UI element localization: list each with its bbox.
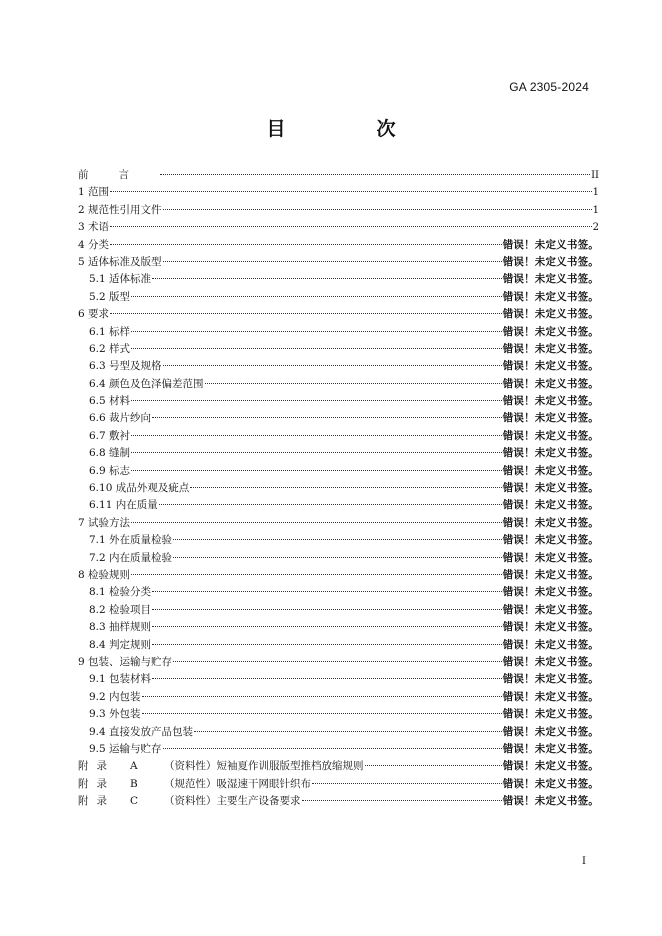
- toc-entry-label: 6.2 样式: [89, 342, 131, 355]
- toc-entry[interactable]: [78, 532, 599, 549]
- toc-entry[interactable]: [78, 358, 599, 375]
- appendix-prefix: 附录: [78, 795, 115, 808]
- toc-entry[interactable]: [78, 271, 599, 288]
- toc-entry[interactable]: [78, 410, 599, 427]
- dot-leader: [131, 470, 502, 471]
- toc-entry-label: 6.1 标样: [89, 325, 131, 338]
- toc-entry-page: 错误！未定义书签。: [502, 708, 599, 721]
- appendix-letter: C: [130, 795, 139, 808]
- dot-leader: [163, 261, 502, 262]
- toc-entry[interactable]: [78, 428, 599, 445]
- appendix-prefix: 附录: [78, 760, 115, 773]
- toc-entry[interactable]: [78, 219, 599, 236]
- toc-entry-page: 2: [592, 222, 599, 234]
- toc-entry[interactable]: [78, 758, 599, 775]
- toc-entry-page: 错误！未定义书签。: [502, 377, 599, 390]
- toc-entry-label: 8.1 检验分类: [89, 586, 152, 599]
- toc-entry[interactable]: [78, 167, 599, 184]
- toc-entry-label: 9.2 内包装: [89, 690, 141, 703]
- toc-entry-page: 错误！未定义书签。: [502, 568, 599, 581]
- toc-entry-page: 错误！未定义书签。: [502, 638, 599, 651]
- toc-entry-page: 错误！未定义书签。: [502, 603, 599, 616]
- dot-leader: [312, 783, 502, 784]
- dot-leader: [163, 748, 502, 749]
- toc-entry-label: 前言: [78, 169, 159, 181]
- toc-entry[interactable]: [78, 706, 599, 723]
- toc-entry-label: 7.1 外在质量检验: [89, 534, 173, 547]
- toc-entry[interactable]: [78, 689, 599, 706]
- toc-entry[interactable]: [78, 184, 599, 201]
- toc-entry-label: 5 适体标准及版型: [78, 255, 162, 268]
- dot-leader: [131, 331, 502, 332]
- toc-entry-label: 1 范围: [78, 186, 110, 199]
- dot-leader: [302, 800, 502, 801]
- toc-entry-page: 错误！未定义书签。: [502, 255, 599, 268]
- toc-entry-page: 错误！未定义书签。: [502, 447, 599, 460]
- toc-entry-page: 错误！未定义书签。: [502, 238, 599, 251]
- standard-code: GA 2305-2024: [509, 80, 589, 94]
- dot-leader: [159, 504, 502, 505]
- dot-leader: [131, 452, 502, 453]
- toc-entry[interactable]: [78, 724, 599, 741]
- toc-entry-page: 1: [592, 187, 599, 199]
- toc-entry[interactable]: [78, 637, 599, 654]
- toc-entry-label: 6.4 颜色及色泽偏差范围: [89, 377, 204, 390]
- toc-entry-label: 9.5 运输与贮存: [89, 742, 162, 755]
- toc-entry-page: 错误！未定义书签。: [502, 273, 599, 286]
- toc-entry-label: [78, 793, 301, 810]
- dot-leader: [163, 365, 502, 366]
- dot-leader: [131, 522, 502, 523]
- toc-entry-label: 7 试验方法: [78, 516, 131, 529]
- dot-leader: [152, 609, 502, 610]
- toc-entry-page: 错误！未定义书签。: [502, 412, 599, 425]
- page-number: I: [582, 856, 586, 867]
- toc-entry-label: 6 要求: [78, 308, 110, 321]
- toc-entry-label: [78, 758, 364, 775]
- toc-entry-label: 6.9 标志: [89, 464, 131, 477]
- toc-entry[interactable]: [78, 776, 599, 793]
- toc-entry-page: 错误！未定义书签。: [502, 586, 599, 599]
- dot-leader: [131, 435, 502, 436]
- toc-entry-page: 错误！未定义书签。: [502, 464, 599, 477]
- dot-leader: [152, 278, 502, 279]
- toc-entry-page: 错误！未定义书签。: [502, 690, 599, 703]
- toc-entry[interactable]: [78, 741, 599, 758]
- toc-entry-label: 8 检验规则: [78, 568, 131, 581]
- toc-entry-page: 错误！未定义书签。: [502, 395, 599, 408]
- toc-entry[interactable]: [78, 480, 599, 497]
- dot-leader: [110, 313, 502, 314]
- toc-entry-page: 错误！未定义书签。: [502, 777, 599, 790]
- toc-entry[interactable]: [78, 254, 599, 271]
- toc-entry-label: 9.4 直接发放产品包装: [89, 725, 194, 738]
- toc-entry-label: 9.1 包装材料: [89, 673, 152, 686]
- toc-entry-label: 6.7 敷衬: [89, 429, 131, 442]
- appendix-letter: B: [130, 777, 138, 790]
- toc-entry[interactable]: [78, 497, 599, 514]
- dot-leader: [110, 244, 502, 245]
- dot-leader: [131, 296, 502, 297]
- dot-leader: [160, 174, 590, 175]
- dot-leader: [173, 539, 502, 540]
- toc-entry[interactable]: [78, 602, 599, 619]
- toc-entry-page: II: [591, 170, 599, 181]
- toc-entry-label: 6.8 缝制: [89, 447, 131, 460]
- toc-entry[interactable]: [78, 237, 599, 254]
- dot-leader: [205, 383, 502, 384]
- dot-leader: [131, 574, 502, 575]
- toc-entry-page: 1: [592, 204, 599, 216]
- toc-entry[interactable]: [78, 445, 599, 462]
- toc-entry-label: [78, 776, 311, 793]
- toc-entry[interactable]: [78, 654, 599, 671]
- dot-leader: [142, 713, 502, 714]
- dot-leader: [131, 400, 502, 401]
- toc-entry-label: 4 分类: [78, 238, 110, 251]
- toc-entry-page: 错误！未定义书签。: [502, 742, 599, 755]
- toc-entry-label: 8.4 判定规则: [89, 638, 152, 651]
- toc-entry-label: 8.2 检验项目: [89, 603, 152, 616]
- dot-leader: [152, 644, 502, 645]
- dot-leader: [365, 765, 502, 766]
- toc-entry[interactable]: [78, 376, 599, 393]
- dot-leader: [152, 591, 502, 592]
- table-of-contents: [78, 167, 599, 810]
- dot-leader: [190, 487, 501, 488]
- toc-entry-page: 错误！未定义书签。: [502, 308, 599, 321]
- toc-entry[interactable]: [78, 550, 599, 567]
- toc-entry-label: 5.2 版型: [89, 290, 131, 303]
- toc-entry[interactable]: [78, 671, 599, 688]
- toc-entry-page: 错误！未定义书签。: [502, 673, 599, 686]
- toc-entry-page: 错误！未定义书签。: [502, 325, 599, 338]
- toc-entry-label: 6.10 成品外观及疵点: [89, 482, 190, 495]
- dot-leader: [110, 191, 592, 192]
- toc-entry[interactable]: [78, 341, 599, 358]
- dot-leader: [163, 209, 592, 210]
- toc-entry-label: 9 包装、运输与贮存: [78, 655, 173, 668]
- toc-entry[interactable]: [78, 793, 599, 810]
- appendix-title: （资料性）短袖夏作训服版型推档放缩规则: [164, 760, 364, 773]
- dot-leader: [110, 226, 592, 227]
- toc-entry[interactable]: [78, 584, 599, 601]
- toc-entry-label: 8.3 抽样规则: [89, 621, 152, 634]
- page-title: 目 次: [266, 118, 432, 140]
- toc-entry-label: 9.3 外包装: [89, 708, 141, 721]
- toc-entry-label: 6.3 号型及规格: [89, 360, 162, 373]
- toc-entry[interactable]: [78, 202, 599, 219]
- appendix-title: （资料性）主要生产设备要求: [164, 795, 301, 808]
- toc-entry-label: 6.5 材料: [89, 395, 131, 408]
- toc-entry-page: 错误！未定义书签。: [502, 551, 599, 564]
- toc-entry[interactable]: [78, 619, 599, 636]
- dot-leader: [152, 417, 502, 418]
- toc-entry-label: 3 术语: [78, 221, 110, 234]
- toc-entry-label: 2 规范性引用文件: [78, 203, 162, 216]
- toc-entry-page: 错误！未定义书签。: [502, 795, 599, 808]
- toc-entry[interactable]: [78, 324, 599, 341]
- toc-entry-page: 错误！未定义书签。: [502, 621, 599, 634]
- dot-leader: [152, 626, 502, 627]
- toc-entry-page: 错误！未定义书签。: [502, 482, 599, 495]
- toc-entry-page: 错误！未定义书签。: [502, 655, 599, 668]
- dot-leader: [173, 557, 502, 558]
- toc-entry[interactable]: [78, 463, 599, 480]
- toc-entry-page: 错误！未定义书签。: [502, 429, 599, 442]
- toc-entry[interactable]: [78, 393, 599, 410]
- toc-entry-page: 错误！未定义书签。: [502, 499, 599, 512]
- toc-entry-page: 错误！未定义书签。: [502, 725, 599, 738]
- appendix-prefix: 附录: [78, 777, 115, 790]
- toc-entry-page: 错误！未定义书签。: [502, 760, 599, 773]
- toc-entry[interactable]: [78, 289, 599, 306]
- toc-entry-page: 错误！未定义书签。: [502, 290, 599, 303]
- toc-entry-page: 错误！未定义书签。: [502, 342, 599, 355]
- toc-entry-label: 6.6 裁片纱向: [89, 412, 152, 425]
- toc-entry[interactable]: [78, 515, 599, 532]
- dot-leader: [173, 661, 502, 662]
- toc-entry[interactable]: [78, 306, 599, 323]
- toc-entry-label: 5.1 适体标准: [89, 273, 152, 286]
- dot-leader: [131, 348, 502, 349]
- toc-entry-page: 错误！未定义书签。: [502, 360, 599, 373]
- dot-leader: [152, 678, 502, 679]
- toc-entry-label: 6.11 内在质量: [89, 499, 158, 512]
- toc-entry-page: 错误！未定义书签。: [502, 516, 599, 529]
- appendix-letter: A: [130, 760, 138, 773]
- toc-entry-label: 7.2 内在质量检验: [89, 551, 173, 564]
- toc-entry-page: 错误！未定义书签。: [502, 534, 599, 547]
- dot-leader: [142, 696, 502, 697]
- toc-entry[interactable]: [78, 567, 599, 584]
- dot-leader: [194, 731, 502, 732]
- appendix-title: （规范性）吸湿速干网眼针织布: [164, 777, 311, 790]
